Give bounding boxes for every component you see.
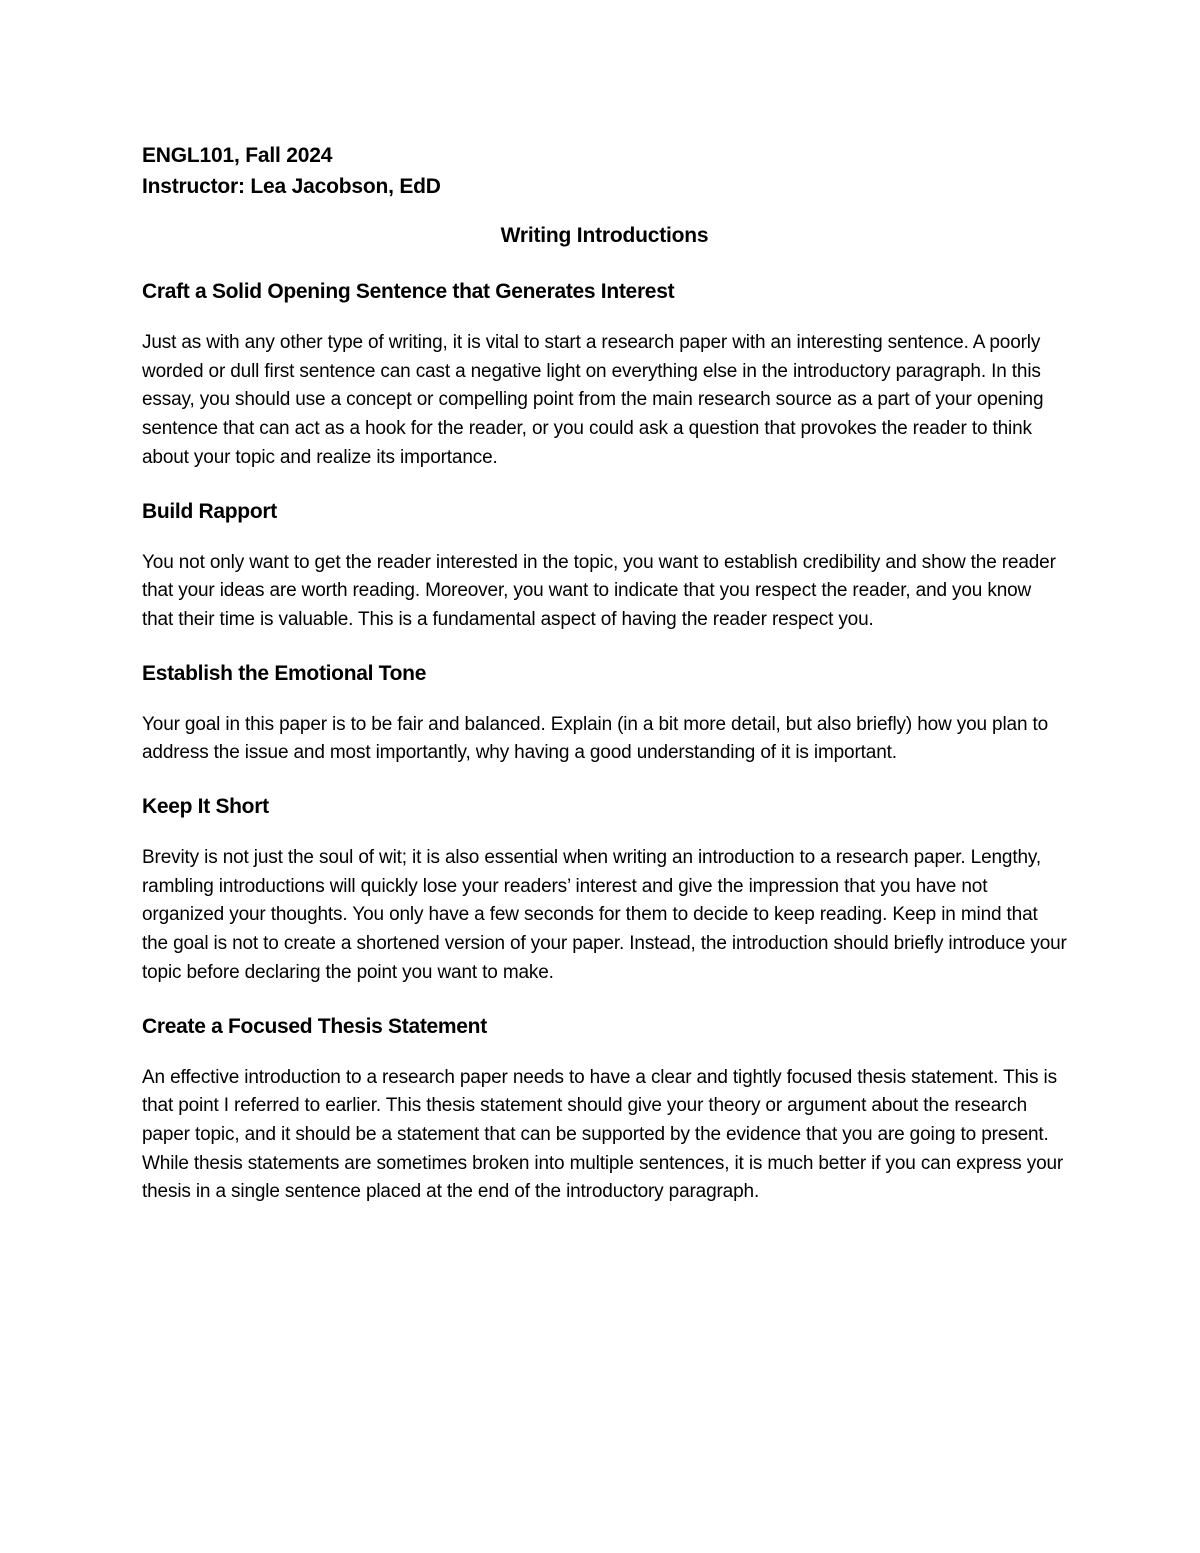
document-page — [142, 140, 1067, 1231]
section-thesis-statement — [142, 1012, 1067, 1208]
course-line: ENGL101, Fall 2024 — [142, 144, 333, 167]
section-body: Brevity is not just the soul of wit; it is also essential when writing an introduction to a research paper. Lengthy, rambling introductions will quickly lose your readers’ interest and give the impression that you have not organized your thoughts. You only have a few seconds for them to decide to keep reading. Keep in mind that the goal is not to create a shortened version of your paper. Instead, the introduction should briefly introduce your topic before declaring the point you want to make. — [142, 847, 1067, 983]
section-opening-sentence — [142, 277, 1067, 473]
section-heading: Establish the Emotional Tone — [142, 661, 427, 685]
section-body: You not only want to get the reader interested in the topic, you want to establish credibility and show the reader that your ideas are worth reading. Moreover, you want to indicate that you respect the reader, and you know that their time is valuable. This is a fundamental aspect of having the reader respect you. — [142, 551, 1056, 630]
section-heading: Keep It Short — [142, 795, 269, 819]
section-body: An effective introduction to a research paper needs to have a clear and tightly focused thesis statement. This is that point I referred to earlier. This thesis statement should give your theory or argument about the research paper topic, and it should be a statement that can be supported by the evidence that you are going to present. While thesis statements are sometimes broken into multiple sentences, it is much better if you can express your thesis in a single sentence placed at the end of the introductory paragraph. — [142, 1066, 1064, 1203]
section-build-rapport — [142, 497, 1067, 635]
section-body: Your goal in this paper is to be fair and balanced. Explain (in a bit more detail, but also briefly) how you plan to address the issue and most importantly, why having a good understanding of it is important. — [142, 713, 1049, 764]
section-heading: Build Rapport — [142, 499, 277, 523]
section-heading: Create a Focused Thesis Statement — [142, 1014, 487, 1038]
section-keep-it-short — [142, 792, 1067, 988]
instructor-line: Instructor: Lea Jacobson, EdD — [142, 175, 441, 198]
document-title: Writing Introductions — [500, 224, 709, 247]
section-emotional-tone — [142, 659, 1067, 768]
section-heading: Craft a Solid Opening Sentence that Generates Interest — [142, 280, 675, 303]
section-body: Just as with any other type of writing, it is vital to start a research paper with an interesting sentence. A poorly worded or dull first sentence can cast a negative light on everything else in the introductory paragraph. In this essay, you should use a concept or compelling point from the main research source as a part of your opening sentence that can act as a hook for the reader, or you could ask a question that provokes the reader to think about your topic and realize its importance. — [142, 332, 1044, 468]
